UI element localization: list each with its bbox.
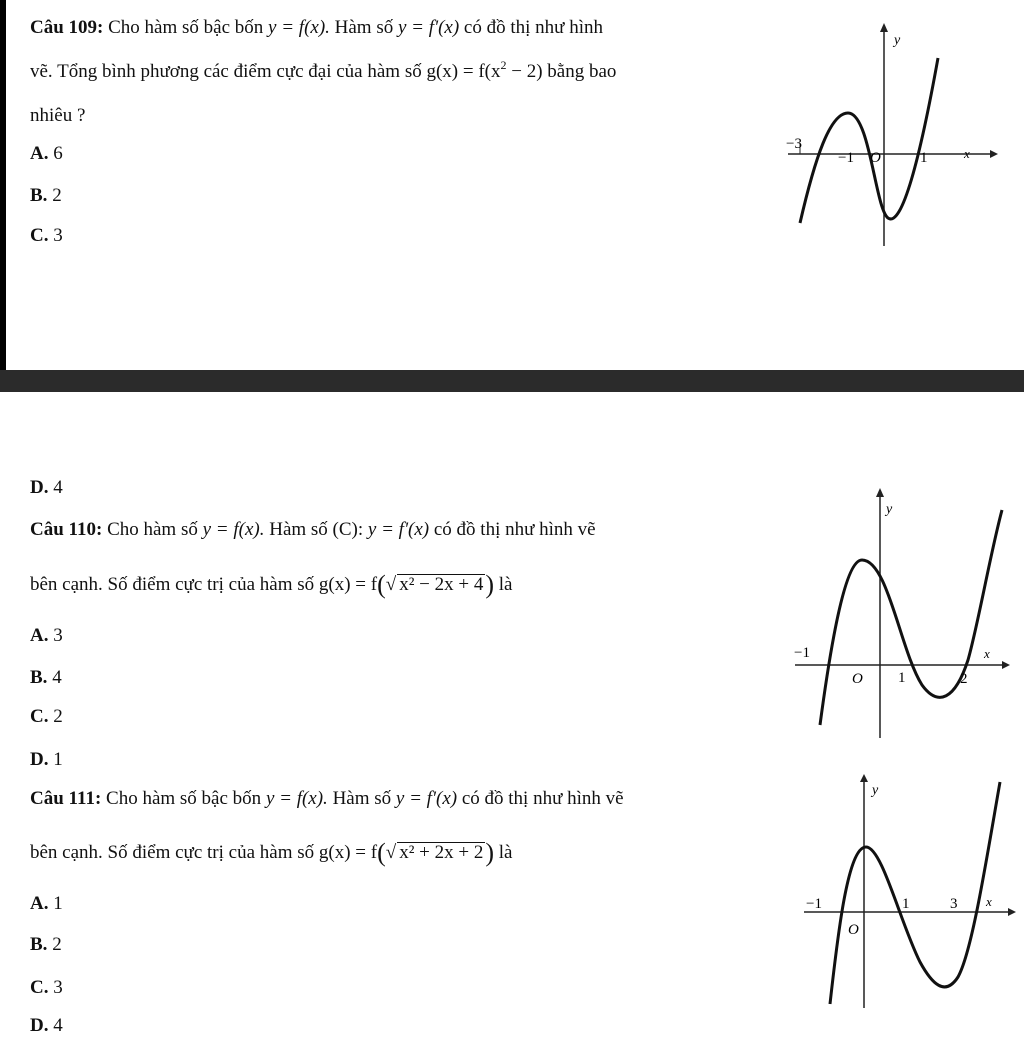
q111-y-label: y [872,783,879,798]
q111-option-b[interactable]: B. 2 [30,934,62,955]
q110-tick-neg1: −1 [794,645,810,661]
q109-tick-neg3: −3 [786,136,802,152]
q109-option-d[interactable]: D. 4 [30,477,63,498]
q109-curve [800,58,938,223]
q110-function-g: g(x) = f(√ x² − 2x + 4) [318,570,495,599]
q109-tick-neg1: −1 [838,150,854,166]
q110-line1: Câu 110: Cho hàm số y = f(x). Hàm số (C): y = f'(x) có đồ thị như hình vẽ [30,519,596,540]
q111-tick-3: 3 [950,896,958,912]
q109-label: Câu 109: [30,17,104,38]
q111-label: Câu 111: [30,788,102,809]
left-dark-edge [0,0,6,370]
q110-label: Câu 110: [30,519,103,540]
q111-line2: bên cạnh. Số điểm cực trị của hàm số g(x) = f(√ x² + 2x + 2) là [30,838,513,867]
q109-tick-1: 1 [920,150,928,166]
q111-tick-1: 1 [902,896,910,912]
q111-function-g: g(x) = f(√ x² + 2x + 2) [318,838,495,867]
q110-option-a[interactable]: A. 3 [30,625,63,646]
q111-x-arrow [1008,908,1016,916]
q110-x-label: x [984,646,990,661]
q110-y-label: y [886,502,893,517]
q111-y-arrow [860,774,868,782]
q110-y-arrow [876,488,884,497]
q109-x-label: x [964,146,970,161]
q110-curve [820,510,1002,725]
q111-line1: Câu 111: Cho hàm số bậc bốn y = f(x). Hàm số y = f'(x) có đồ thị như hình vẽ [30,788,624,809]
q110-line2: bên cạnh. Số điểm cực trị của hàm số g(x) = f(√ x² − 2x + 4) là [30,570,513,599]
q109-graph [780,18,1000,248]
q109-line3: nhiêu ? [30,105,86,126]
q110-option-c[interactable]: C. 2 [30,706,63,727]
q111-option-c[interactable]: C. 3 [30,977,63,998]
q111-tick-neg1: −1 [806,896,822,912]
q111-x-label: x [986,894,992,909]
q109-option-a[interactable]: A. 6 [30,143,63,164]
q110-option-b[interactable]: B. 4 [30,667,62,688]
q109-x-arrow [990,150,998,158]
q111-option-a[interactable]: A. 1 [30,893,63,914]
q109-y-label: y [894,33,901,48]
q109-option-b[interactable]: B. 2 [30,185,62,206]
q111-option-d[interactable]: D. 4 [30,1015,63,1036]
q111-curve [830,782,1000,1004]
q110-x-arrow [1002,661,1010,669]
q110-origin-label: O [852,671,863,687]
q110-tick-1: 1 [898,670,906,686]
page-divider-band [0,370,1024,392]
q110-graph [790,485,1015,740]
q109-line1: Câu 109: Cho hàm số bậc bốn y = f(x). Hàm số y = f'(x) có đồ thị như hình [30,17,603,38]
q110-option-d[interactable]: D. 1 [30,749,63,770]
q109-origin-label: O [870,150,881,166]
q109-function-g: $g(x) = f(x^2 - 2)$ [426,58,543,82]
q109-y-arrow [880,23,888,32]
q110-tick-2: 2 [960,671,968,687]
q109-option-c[interactable]: C. 3 [30,225,63,246]
q111-origin-label: O [848,922,859,938]
q111-graph [800,772,1020,1012]
q109-line2: vẽ. Tổng bình phương các điểm cực đại của hàm số $g(x) = f(x^2 - 2)$ bằng bao [30,58,617,82]
